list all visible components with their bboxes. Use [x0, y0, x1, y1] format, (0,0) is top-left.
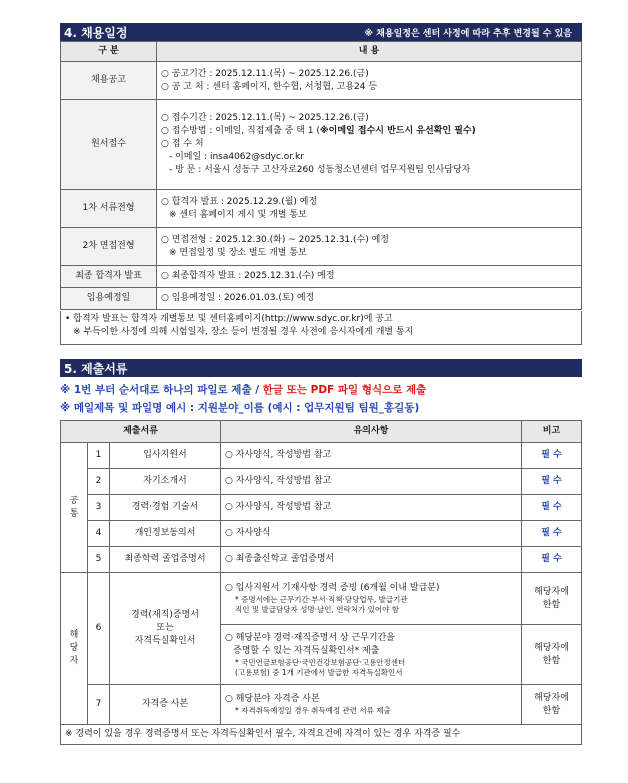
text-span: ○ 접수방법 : 이메일, 직접제출 중 택 1 ( — [161, 126, 320, 136]
table-row — [61, 190, 582, 228]
documents-table — [60, 420, 582, 745]
document-name: 개인정보동의서 — [110, 521, 221, 547]
table-row — [61, 725, 582, 745]
remark-line: 한함 — [542, 599, 561, 610]
text-line: ○ 합격자 발표 : 2025.12.29.(월) 예정 — [161, 196, 318, 207]
address-line: - 방 문 : 서울시 성동구 고산자로260 성동청소년센터 업무지원팀 인사담당자 — [169, 165, 471, 175]
instruction-1 — [60, 382, 582, 397]
emphasis-text: ※이메일 접수시 반드시 유선확인 필수) — [319, 126, 476, 136]
document-name: 입사지원서 — [110, 443, 221, 469]
remark — [522, 685, 582, 725]
table-row — [61, 443, 582, 469]
table-row — [61, 288, 582, 310]
required-badge: 필 수 — [522, 547, 582, 573]
instruction-2: ※ 메일제목 및 파일명 예시 : 지원분야_이름 (예시 : 업무지원팀 팀원_홍길동) — [60, 402, 420, 414]
text-line: 증명할 수 있는 자격득실확인서* 제출 — [233, 645, 380, 656]
text-line: ○ 공 고 처 : 센터 홈페이지, 한수협, 서청협, 고용24 등 — [161, 81, 378, 92]
small-text-line: (고용보험) 중 1개 기관에서 발급한 자격득실확인서 — [235, 667, 403, 677]
small-text-line: 직인 및 발급담당자 성명·날인, 연락처가 있어야 함 — [235, 605, 399, 614]
document-name: 경력·경험 기술서 — [110, 495, 221, 521]
text-line: ○ 해당분야 자격증 사본 — [225, 694, 320, 704]
row-label: 채용공고 — [61, 62, 157, 100]
row-content: ○ 최종합격자 발표 : 2025.12.31.(수) 예정 — [157, 266, 582, 288]
document-name-line: 경력(재직)증명서 — [131, 610, 199, 620]
instruction-text: ※ 1번 부터 순서대로 하나의 파일로 제출 / — [60, 384, 263, 396]
footnote-line: • 합격자 발표는 합격자 개별통보 및 센터홈페이지(http://www.sdyc.or.kr)에 공고 — [65, 314, 393, 324]
document-note: ○ 자사양식, 작성방법 참고 — [221, 469, 522, 495]
remark-line: 한함 — [542, 655, 561, 666]
col-header-content: 내 용 — [157, 42, 582, 62]
table-row — [61, 62, 582, 100]
text-line: ○ 접수기간 : 2025.12.11.(목) ~ 2025.12.26.(금) — [161, 113, 369, 123]
required-badge: 필 수 — [522, 469, 582, 495]
document-name: 자기소개서 — [110, 469, 221, 495]
document-name — [110, 573, 221, 685]
row-label: 원서접수 — [61, 100, 157, 190]
section-4-note: ※ 채용일정은 센터 사정에 따라 추후 변경될 수 있음 — [364, 28, 572, 39]
section-4-title: 4. 채용일정 — [64, 25, 128, 40]
document-name-line: 또는 — [156, 623, 174, 633]
col-header-category: 구 분 — [61, 42, 157, 62]
row-label: 2차 면접전형 — [61, 228, 157, 266]
email-line: - 이메일 : insa4062@sdyc.or.kr — [169, 152, 304, 162]
table-row — [61, 573, 582, 625]
document-name: 자격증 사본 — [110, 685, 221, 725]
small-text-line: * 증명서에는 근무기간·부서·직책·담당업무, 발급기관 — [235, 595, 408, 604]
document-note — [221, 573, 522, 625]
table-row — [61, 266, 582, 288]
col-header-remarks: 비고 — [522, 421, 582, 443]
text-line: ○ 해당분야 경력·재직증명서 상 근무기간을 — [225, 632, 395, 643]
row-label: 최종 합격자 발표 — [61, 266, 157, 288]
small-text-line: * 자격취득예정일 경우 취득예정 관련 서류 제출 — [235, 706, 391, 715]
document-note: ○ 최종출신학교 졸업증명서 — [221, 547, 522, 573]
small-text-line: * 국민연금보험공단·국민건강보험공단·고용안정센터 — [235, 657, 406, 667]
table-row — [61, 547, 582, 573]
remark-line: 해당자에 — [534, 692, 569, 703]
document-name-line: 자격득실확인서 — [134, 636, 196, 646]
remark — [522, 573, 582, 625]
document-note — [221, 685, 522, 725]
row-label: 1차 서류전형 — [61, 190, 157, 228]
table-row — [61, 521, 582, 547]
required-badge: 필 수 — [522, 443, 582, 469]
group-applicable: 해 당 자 — [61, 573, 88, 725]
text-line: ○ 접 수 처 — [161, 139, 204, 149]
row-content: ○ 임용예정일 : 2026.01.03.(토) 예정 — [157, 288, 582, 310]
remark-line: 해당자에 — [534, 586, 569, 597]
text-line — [161, 125, 577, 138]
table-row — [61, 685, 582, 725]
schedule-footnote — [60, 311, 582, 345]
row-number: 6 — [88, 573, 110, 685]
remark-line: 한함 — [542, 705, 561, 716]
document-note: ○ 자사양식, 작성방법 참고 — [221, 495, 522, 521]
required-badge: 필 수 — [522, 521, 582, 547]
remark-line: 해당자에 — [534, 642, 569, 653]
row-number: 7 — [88, 685, 110, 725]
table-row — [61, 495, 582, 521]
schedule-table — [60, 41, 582, 310]
col-header-document: 제출서류 — [61, 421, 221, 443]
table-row — [61, 100, 582, 190]
document-note: ○ 자사양식, 작성방법 참고 — [221, 443, 522, 469]
required-badge: 필 수 — [522, 495, 582, 521]
document-name: 최종학력 졸업증명서 — [110, 547, 221, 573]
row-number: 4 — [88, 521, 110, 547]
group-common: 공 통 — [61, 443, 88, 573]
section-5-title: 5. 제출서류 — [64, 361, 128, 376]
col-header-notes: 유의사항 — [221, 421, 522, 443]
remark — [522, 625, 582, 685]
document-note: ○ 자사양식 — [221, 521, 522, 547]
document-note — [221, 625, 522, 685]
row-label: 임용예정일 — [61, 288, 157, 310]
row-content — [157, 190, 582, 228]
text-line: ○ 면접전형 : 2025.12.30.(화) ~ 2025.12.31.(수) 예정 — [161, 234, 389, 245]
row-number: 3 — [88, 495, 110, 521]
footnote-line: ※ 부득이한 사정에 의해 시험일자, 장소 등이 변경될 경우 사전에 응시자에게 개별 통지 — [73, 327, 414, 337]
documents-footnote: ※ 경력이 있을 경우 경력증명서 또는 자격득실확인서 필수, 자격요건에 자격이 있는 경우 자격증 필수 — [61, 725, 582, 745]
row-content — [157, 228, 582, 266]
instruction-highlight: 한글 또는 PDF 파일 형식으로 제출 — [262, 384, 427, 396]
row-number: 1 — [88, 443, 110, 469]
text-line: ※ 센터 홈페이지 게시 및 개별 통보 — [169, 209, 307, 220]
row-content — [157, 62, 582, 100]
row-number: 5 — [88, 547, 110, 573]
text-line: ※ 면접일정 및 장소 별도 개별 통보 — [169, 247, 307, 258]
text-line: ○ 입사지원서 기재사항 경력 증빙 (6개월 이내 발급분) — [225, 583, 440, 593]
section-4-header — [60, 23, 582, 41]
row-number: 2 — [88, 469, 110, 495]
table-row — [61, 469, 582, 495]
row-content — [157, 100, 582, 190]
text-line: ○ 공고기간 : 2025.12.11.(목) ~ 2025.12.26.(금) — [161, 68, 369, 79]
section-5-header — [60, 359, 582, 377]
table-row — [61, 228, 582, 266]
